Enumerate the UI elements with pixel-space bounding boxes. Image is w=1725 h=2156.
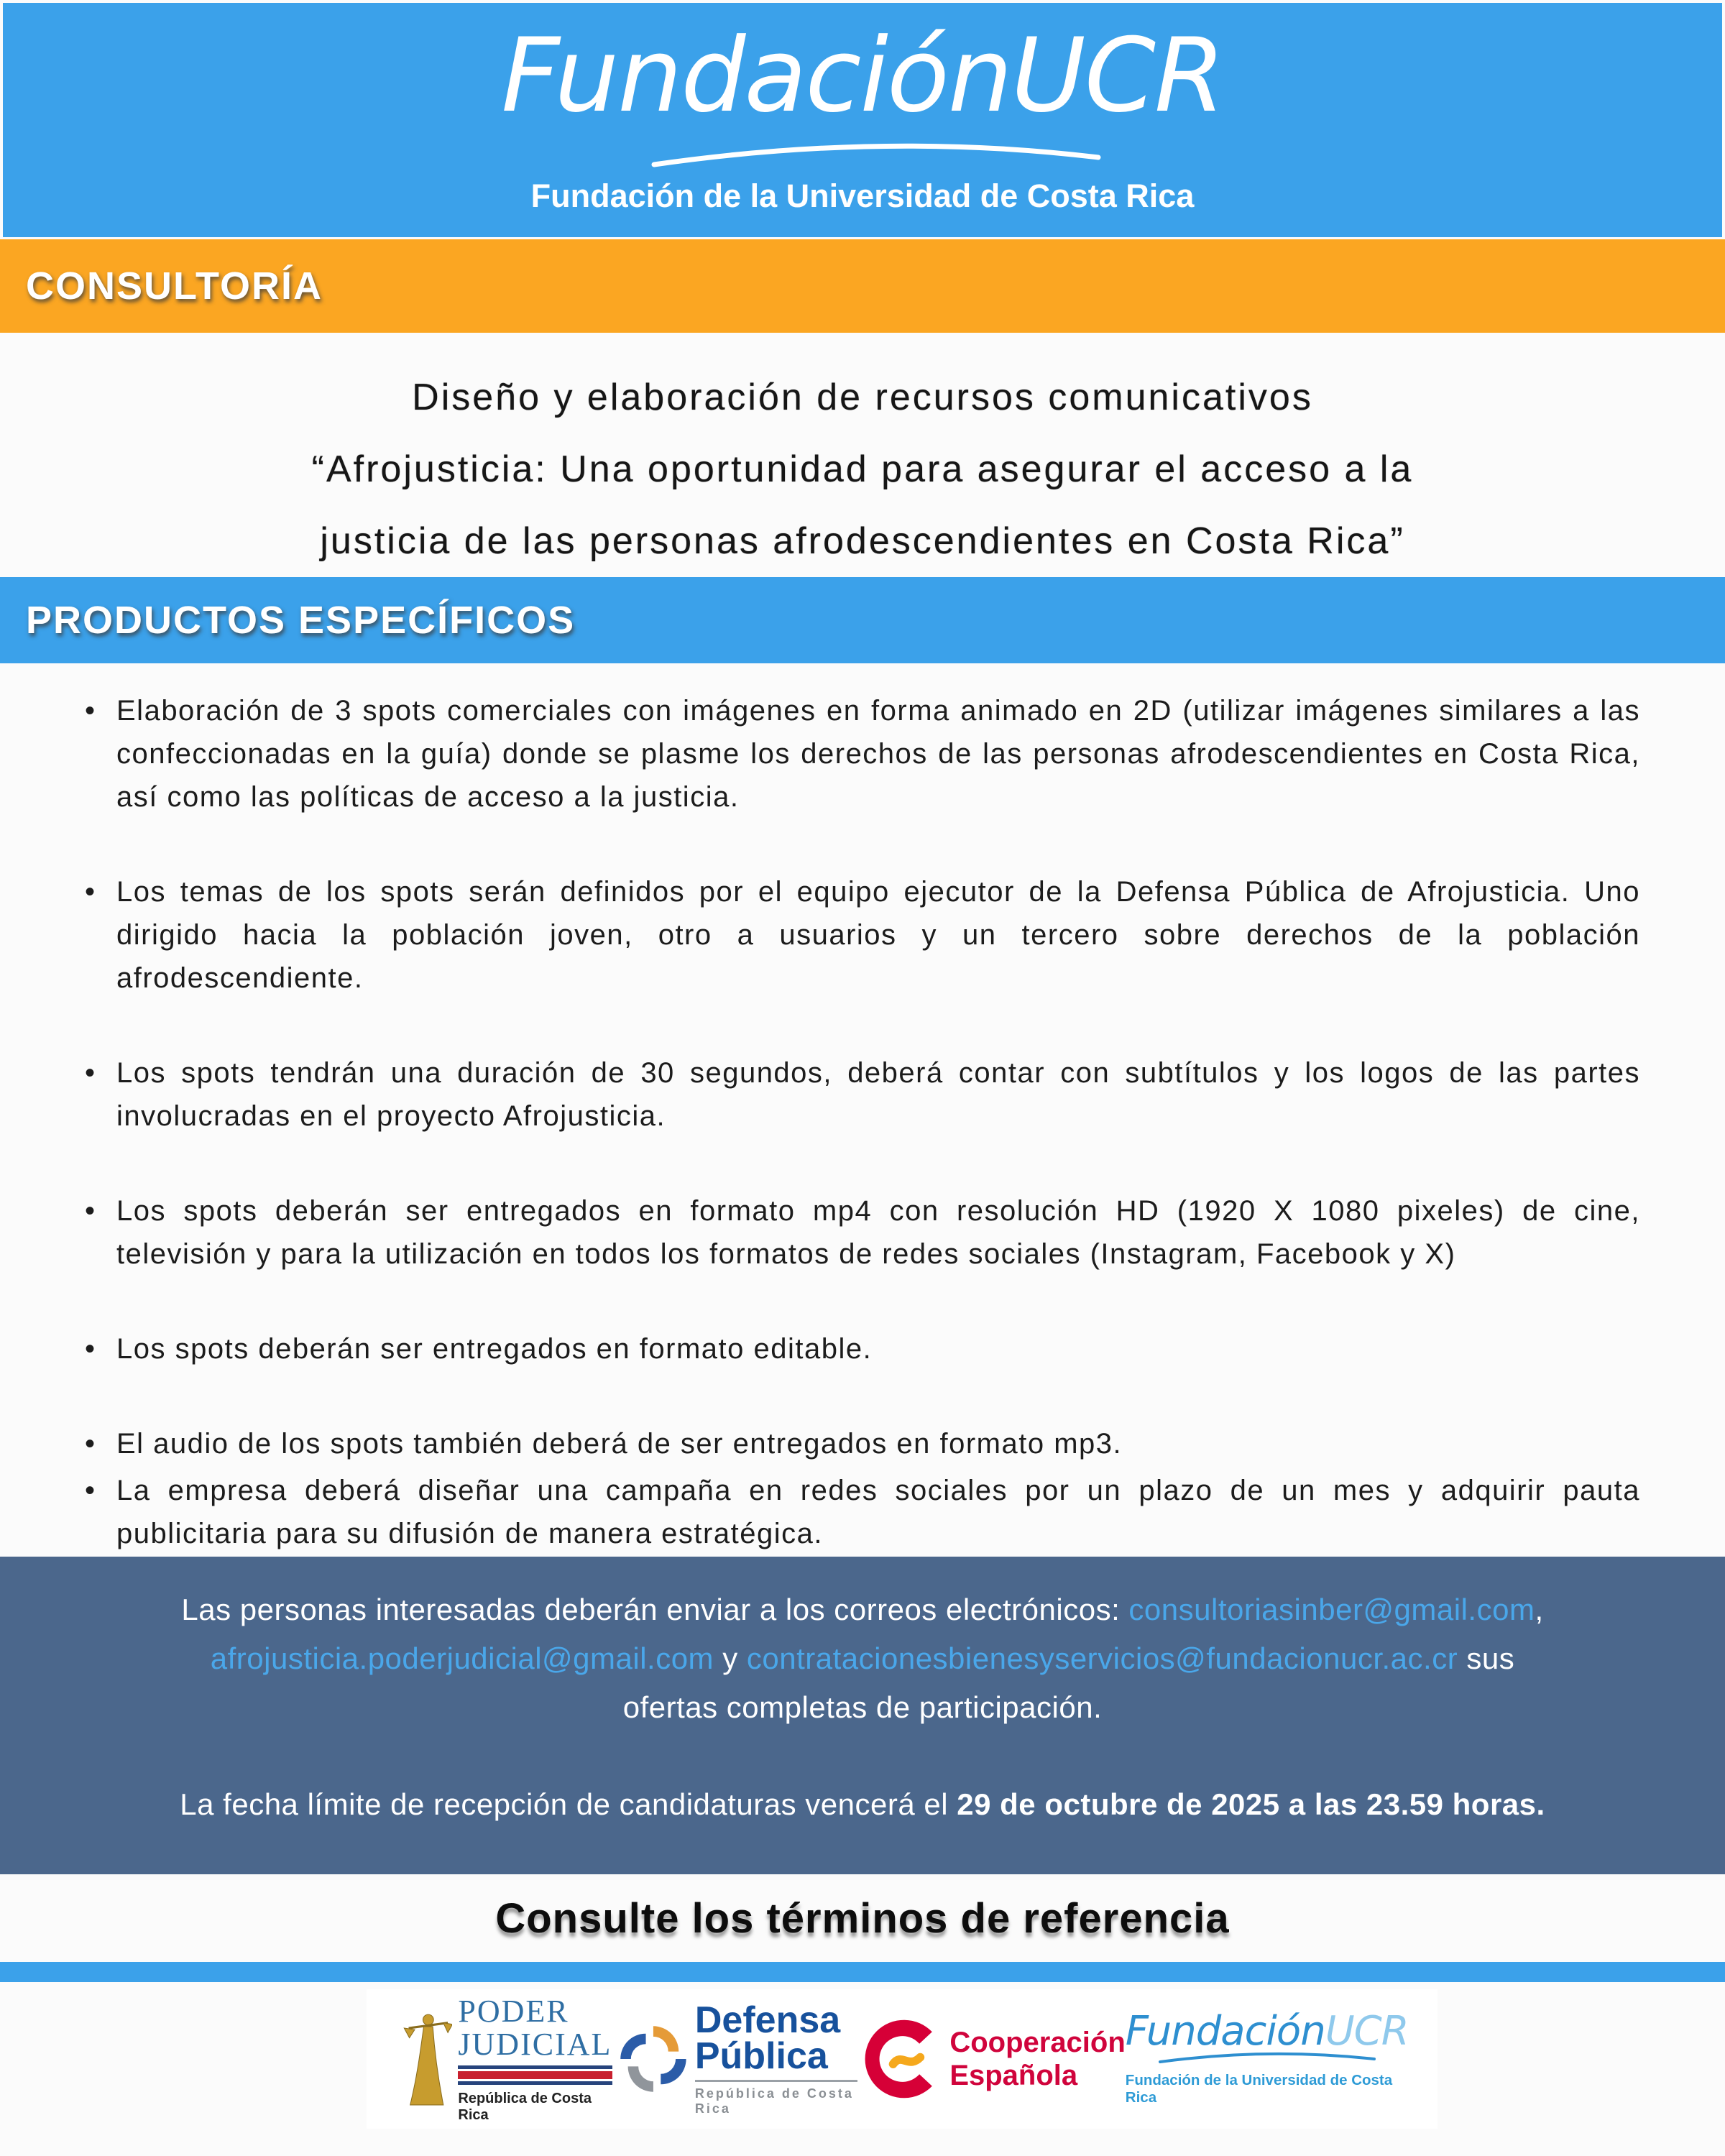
cooperacion-line2: Española [949, 2060, 1078, 2091]
consultoria-title: CONSULTORÍA [26, 264, 323, 308]
hands-emblem-icon [616, 2013, 691, 2105]
swoosh-icon [647, 139, 1107, 170]
fundacion-ucr-footer-logo [1125, 2008, 1409, 2106]
product-bullet-4: • Los spots deberán ser entregados en formato mp4 con resolución HD (1920 X 1080 pixeles) de cine, televisión y para la utilización en todos los formatos de redes sociales (Instagram, Facebook y X) [116, 1189, 1640, 1276]
title-block [0, 333, 1725, 577]
productos-band [0, 577, 1725, 663]
title-line-1: Diseño y elaboración de recursos comunicativos [412, 377, 1313, 418]
fucr-caption: Fundación de la Universidad de Costa Rica [1125, 2072, 1393, 2106]
contact-outro-ofertas: ofertas completas de participación. [622, 1690, 1103, 1724]
fucr-swoosh-icon [1156, 2052, 1379, 2065]
lady-justice-icon [400, 2005, 452, 2113]
product-bullet-3: • Los spots tendrán una duración de 30 segundos, deberá contar con subtítulos y los logos de las partes involucradas en el proyecto Afrojusticia. [116, 1051, 1640, 1138]
poder-judicial-line2: JUDICIAL [458, 2026, 612, 2062]
fucr-wordmark-ucr: UCR [1325, 2008, 1409, 2055]
header-tagline: Fundación de la Universidad de Costa Rica [530, 178, 1195, 214]
title-line-3: justicia de las personas afrodescendientes en Costa Rica” [320, 520, 1405, 562]
deadline-date: 29 de octubre de 2025 a las 23.59 horas. [957, 1787, 1545, 1821]
contact-section [0, 1557, 1725, 1874]
product-bullet-5: • Los spots deberán ser entregados en formato editable. [116, 1327, 1640, 1370]
header [3, 3, 1722, 237]
contact-and: y [722, 1641, 738, 1675]
defensa-caption: República de Costa Rica [694, 2086, 854, 2116]
poder-judicial-text [458, 1995, 616, 2124]
product-bullet-6: • El audio de los spots también deberá de ser entregados en formato mp3. [116, 1422, 1640, 1465]
contact-outro-sus: sus [1466, 1641, 1515, 1675]
cta-title: Consulte los términos de referencia [495, 1894, 1230, 1942]
fundacion-ucr-logo [501, 17, 1224, 135]
poder-judicial-caption: República de Costa Rica [458, 2090, 592, 2123]
footer [0, 1982, 1725, 2156]
product-bullet-1: • Elaboración de 3 spots comerciales con imágenes en forma animado en 2D (utilizar imágenes similares a las confeccionadas en la guía) donde se plasme los derechos de las personas afrodescendientes en Costa Rica, así como las políticas de acceso a la justicia. [116, 689, 1640, 819]
deadline-line [36, 1782, 1689, 1827]
products-list [116, 689, 1640, 1555]
deadline-prefix: La fecha límite de recepción de candidaturas vencerá el [180, 1787, 957, 1821]
contact-paragraph [36, 1585, 1689, 1732]
wordmark-fundacion: Fundación [501, 17, 1011, 135]
products-list-section [0, 663, 1725, 1557]
defensa-line1: Defensa [694, 1999, 841, 2041]
cta-section [0, 1874, 1725, 1962]
fucr-wordmark [1125, 2008, 1409, 2055]
fucr-wordmark-fundacion: Fundación [1125, 2008, 1325, 2055]
email-afrojusticia[interactable]: afrojusticia.poderjudicial@gmail.com [210, 1641, 714, 1675]
partner-logos-card [367, 1989, 1438, 2129]
email-consultoriasinber[interactable]: consultoriasinber@gmail.com [1128, 1593, 1535, 1626]
email-contrataciones[interactable]: contratacionesbienesyservicios@fundacionucr.ac.cr [746, 1641, 1458, 1675]
contact-comma: , [1535, 1593, 1544, 1626]
flag-stripes [458, 2065, 612, 2085]
product-bullet-7: • La empresa deberá diseñar una campaña en redes sociales por un plazo de un mes y adquirir pauta publicitaria para su difusión de manera estratégica. [116, 1469, 1640, 1555]
red-c-icon [857, 2017, 942, 2101]
defensa-rule [695, 2080, 857, 2082]
defensa-publica-text [694, 1999, 857, 2116]
title-line-2: “Afrojusticia: Una oportunidad para asegurar el acceso a la [311, 448, 1414, 490]
cooperacion-text [949, 2026, 1125, 2092]
poder-judicial-line1: PODER [458, 1993, 569, 2029]
poder-judicial-logo [400, 1995, 616, 2124]
defensa-publica-logo [616, 1999, 857, 2116]
consultoria-band [0, 239, 1725, 333]
product-bullet-2: • Los temas de los spots serán definidos por el equipo ejecutor de la Defensa Pública de Afrojusticia. Uno dirigido hacia la población joven, otro a usuarios y un tercero sobre derechos de la población afrodescendiente. [116, 870, 1640, 1000]
defensa-line2: Pública [694, 2035, 828, 2077]
productos-title: PRODUCTOS ESPECÍFICOS [26, 599, 576, 642]
contact-intro: Las personas interesadas deberán enviar a los correos electrónicos: [181, 1593, 1121, 1626]
wordmark-ucr: UCR [1011, 17, 1224, 135]
cooperacion-espanola-logo [857, 2017, 1125, 2101]
blue-divider [0, 1962, 1725, 1982]
cooperacion-line1: Cooperación [949, 2027, 1126, 2058]
